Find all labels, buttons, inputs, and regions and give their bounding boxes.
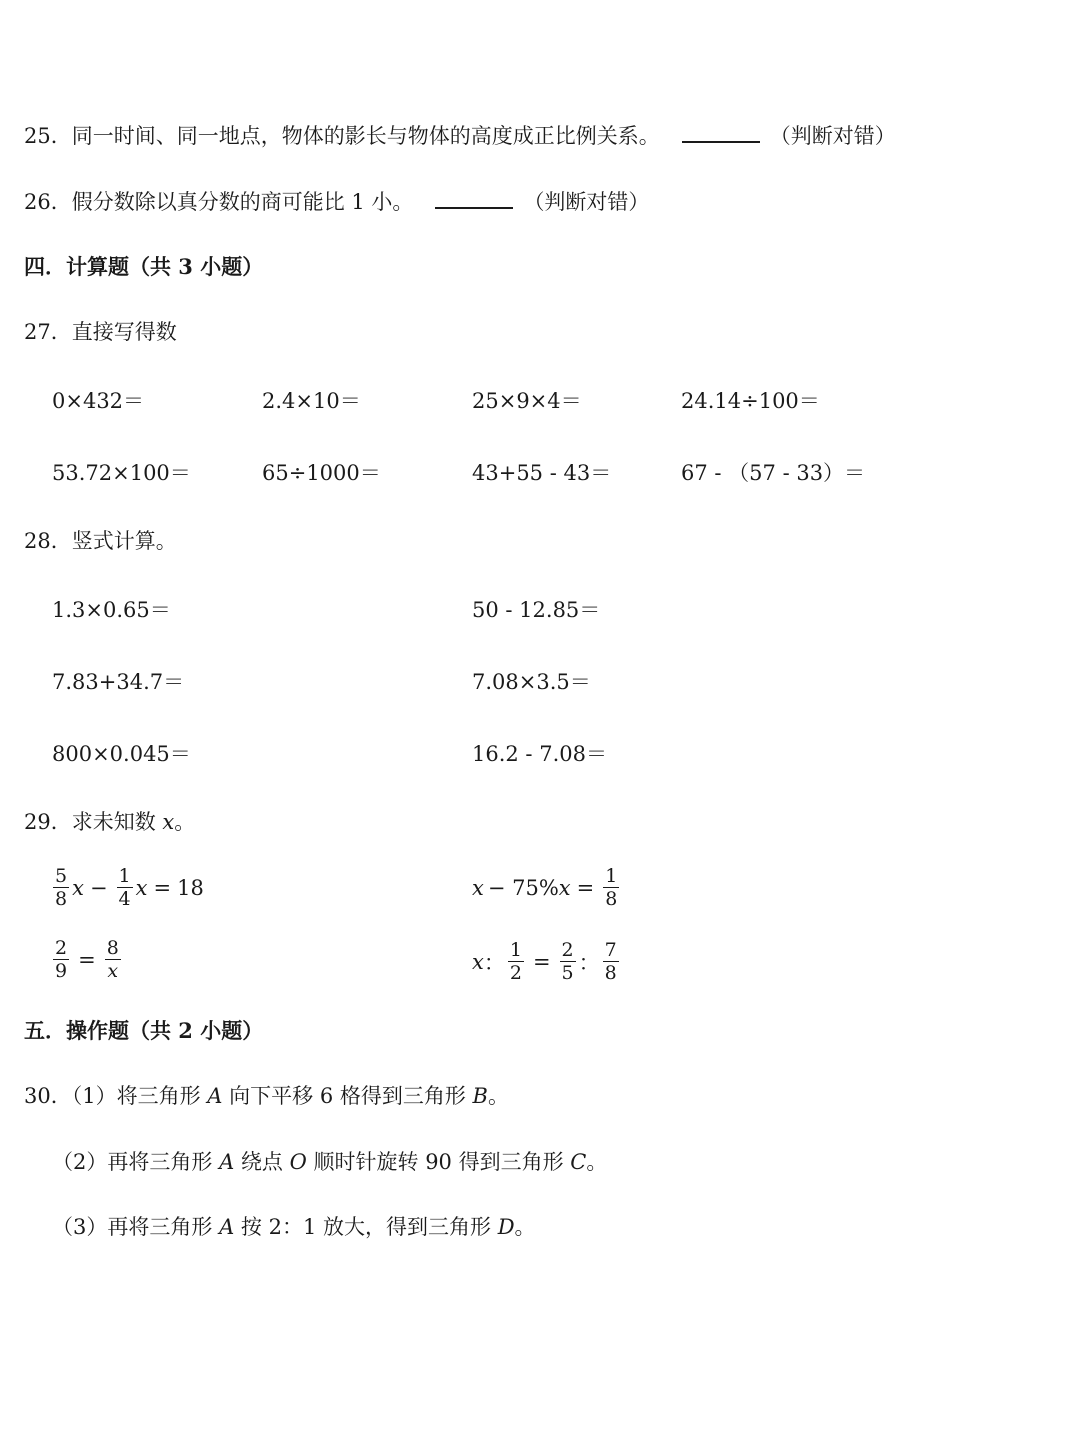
text: 向下平移 6 格得到三角形: [229, 1084, 466, 1108]
triangle-label-a: A: [219, 1150, 235, 1174]
question-30-part-1: [24, 1081, 509, 1111]
text: 顺时针旋转 90 得到三角形: [313, 1150, 564, 1174]
answer-blank-25[interactable]: [682, 123, 760, 143]
equation-rhs: 18: [177, 875, 204, 900]
fraction-numerator: 1: [605, 865, 618, 887]
question-30-part-3: [52, 1212, 536, 1242]
fraction-8-x: [105, 938, 121, 981]
equals-sign: =: [532, 949, 551, 974]
fraction-1-2: [508, 940, 524, 983]
section-5-title: 五．操作题（共 2 小题）: [24, 1018, 264, 1043]
triangle-label-a: A: [219, 1215, 235, 1239]
question-29-var: x: [162, 810, 175, 834]
fraction-numerator: 5: [55, 865, 68, 887]
fraction-5-8: [53, 866, 69, 909]
variable-x: x: [72, 875, 84, 900]
point-label-o: O: [289, 1150, 307, 1174]
equation-29-4: [472, 940, 622, 983]
minus-sign: −: [89, 875, 108, 900]
variable-x: x: [135, 875, 148, 900]
calc-27-3: 25×9×4＝: [472, 389, 582, 413]
triangle-label-a: A: [207, 1084, 223, 1108]
calc-27-4: 24.14÷100＝: [681, 389, 820, 413]
fraction-numerator: 2: [55, 937, 68, 959]
question-25-note: （判断对错）: [769, 124, 896, 148]
fraction-numerator: 8: [106, 937, 119, 959]
fraction-denominator: 8: [604, 962, 617, 984]
fraction-7-8: [603, 940, 619, 983]
equals-sign: =: [78, 947, 96, 972]
text: （2）再将三角形: [52, 1150, 213, 1174]
text: （3）再将三角形: [52, 1215, 213, 1239]
ratio-colon: ：: [483, 950, 505, 975]
question-25-text: 25．同一时间、同一地点，物体的影长与物体的高度成正比例关系。: [24, 124, 660, 148]
calc-27-2: 2.4×10＝: [262, 389, 361, 413]
equals-sign: =: [153, 875, 172, 900]
question-29-title-prefix: 29．求未知数: [24, 810, 156, 834]
question-26-note: （判断对错）: [523, 190, 650, 214]
question-26: [24, 187, 649, 217]
equation-29-1: [50, 866, 204, 909]
text: 30．（1）将三角形: [24, 1084, 201, 1108]
fraction-numerator: 7: [604, 939, 617, 961]
variable-x: x: [558, 875, 571, 900]
variable-x: x: [472, 875, 484, 900]
fraction-numerator: 2: [561, 939, 574, 961]
fraction-2-9: [53, 938, 69, 981]
fraction-1-8: [603, 866, 619, 909]
calc-28-4: 7.08×3.5＝: [472, 670, 591, 694]
section-4-title: 四．计算题（共 3 小题）: [24, 254, 264, 279]
fraction-denominator: 5: [561, 962, 574, 984]
calc-28-3: 7.83+34.7＝: [52, 670, 185, 694]
triangle-label-b: B: [472, 1084, 488, 1108]
question-29-title: [24, 807, 195, 837]
fraction-denominator: 4: [118, 888, 131, 910]
text: 按 2：1 放大，得到三角形: [240, 1215, 491, 1239]
calc-27-6: 65÷1000＝: [262, 461, 381, 485]
calc-27-5: 53.72×100＝: [52, 461, 191, 485]
calc-28-1: 1.3×0.65＝: [52, 598, 171, 622]
question-25: [24, 121, 896, 151]
triangle-label-c: C: [570, 1150, 587, 1174]
question-28-title: 28．竖式计算。: [24, 529, 177, 553]
equation-middle: − 75%: [487, 875, 559, 900]
calc-28-2: 50 - 12.85＝: [472, 598, 601, 622]
text: 绕点: [240, 1150, 283, 1174]
fraction-denominator: 9: [55, 960, 68, 982]
text: 。: [487, 1084, 509, 1108]
question-29-title-suffix: 。: [174, 810, 196, 834]
fraction-denominator: x: [107, 960, 119, 982]
calc-27-1: 0×432＝: [52, 389, 145, 413]
triangle-label-d: D: [497, 1215, 515, 1239]
calc-28-5: 800×0.045＝: [52, 742, 191, 766]
ratio-colon: ：: [578, 950, 600, 975]
equals-sign: =: [576, 875, 595, 900]
fraction-denominator: 2: [509, 962, 522, 984]
fraction-denominator: 8: [605, 888, 618, 910]
calc-27-7: 43+55 - 43＝: [472, 461, 612, 485]
fraction-numerator: 1: [118, 865, 131, 887]
fraction-numerator: 1: [509, 939, 522, 961]
text: 。: [586, 1150, 608, 1174]
equation-29-2: [472, 866, 622, 909]
text: 。: [514, 1215, 536, 1239]
question-30-part-2: [52, 1147, 607, 1177]
calc-27-8: 67 - （57 - 33）＝: [681, 461, 866, 485]
answer-blank-26[interactable]: [435, 189, 513, 209]
fraction-1-4: [117, 866, 133, 909]
equation-29-3: [50, 938, 124, 981]
fraction-2-5: [560, 940, 576, 983]
calc-28-6: 16.2 - 7.08＝: [472, 742, 607, 766]
variable-x: x: [472, 949, 484, 974]
question-27-title: 27．直接写得数: [24, 320, 177, 344]
question-26-text: 26．假分数除以真分数的商可能比 1 小。: [24, 190, 414, 214]
fraction-denominator: 8: [55, 888, 68, 910]
